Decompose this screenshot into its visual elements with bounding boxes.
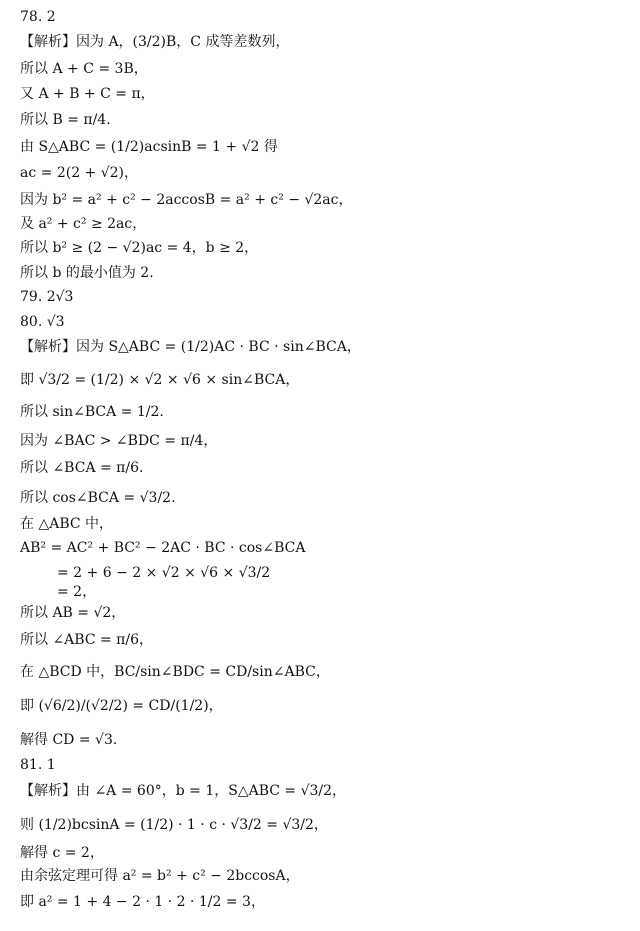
text-line: 即 (√6/2)/(√2/2) = CD/(1/2)，: [20, 698, 223, 714]
text-line: 所以 B = π/4.: [20, 112, 111, 128]
text-line: 解得 c = 2，: [20, 845, 104, 861]
text-line: 由 S△ABC = (1/2)acsinB = 1 + √2 得: [20, 139, 278, 155]
text-line: 在 △ABC 中，: [20, 516, 114, 532]
text-line: 又 A + B + C = π，: [20, 86, 155, 102]
text-line: 则 (1/2)bcsinA = (1/2) · 1 · c · √3/2 = √3/2，: [20, 817, 328, 833]
text-line: 所以 A + C = 3B，: [20, 61, 148, 77]
text-line: 所以 b 的最小值为 2.: [20, 265, 154, 281]
text-line: 因为 ∠BAC > ∠BDC = π/4，: [20, 433, 218, 449]
equation-line: = 2 + 6 − 2 × √2 × √6 × √3/2: [57, 565, 271, 581]
analysis-78-line: 【解析】因为 A，(3/2)B，C 成等差数列，: [20, 34, 290, 50]
answer-80: 80. √3: [20, 314, 65, 330]
answer-79: 79. 2√3: [20, 289, 74, 305]
answer-78: 78. 2: [20, 9, 56, 25]
equation-line: = 2，: [57, 584, 97, 600]
text-line: 所以 ∠ABC = π/6，: [20, 632, 154, 648]
text-line: 所以 b² ≥ (2 − √2)ac = 4，b ≥ 2，: [20, 240, 259, 256]
text-line: ac = 2(2 + √2)，: [20, 165, 139, 181]
text-line: 所以 AB = √2，: [20, 605, 126, 621]
answer-81: 81. 1: [20, 757, 56, 773]
text-line: 即 √3/2 = (1/2) × √2 × √6 × sin∠BCA，: [20, 372, 300, 388]
text-line: 由余弦定理可得 a² = b² + c² − 2bccosA，: [20, 868, 300, 884]
text-line: 及 a² + c² ≥ 2ac，: [20, 216, 147, 232]
text-line: 所以 cos∠BCA = √3/2.: [20, 490, 176, 506]
equation-line: AB² = AC² + BC² − 2AC · BC · cos∠BCA: [20, 540, 306, 556]
text-line: 在 △BCD 中，BC/sin∠BDC = CD/sin∠ABC，: [20, 664, 330, 680]
text-line: 所以 ∠BCA = π/6.: [20, 460, 144, 476]
text-line: 即 a² = 1 + 4 − 2 · 1 · 2 · 1/2 = 3，: [20, 894, 265, 910]
analysis-81-line: 【解析】由 ∠A = 60°，b = 1，S△ABC = √3/2，: [20, 783, 347, 799]
text-line: 因为 b² = a² + c² − 2accosB = a² + c² − √2ac，: [20, 192, 353, 208]
text-line: 所以 sin∠BCA = 1/2.: [20, 404, 164, 420]
analysis-80-line: 【解析】因为 S△ABC = (1/2)AC · BC · sin∠BCA，: [20, 339, 361, 355]
text-line: 解得 CD = √3.: [20, 732, 118, 748]
